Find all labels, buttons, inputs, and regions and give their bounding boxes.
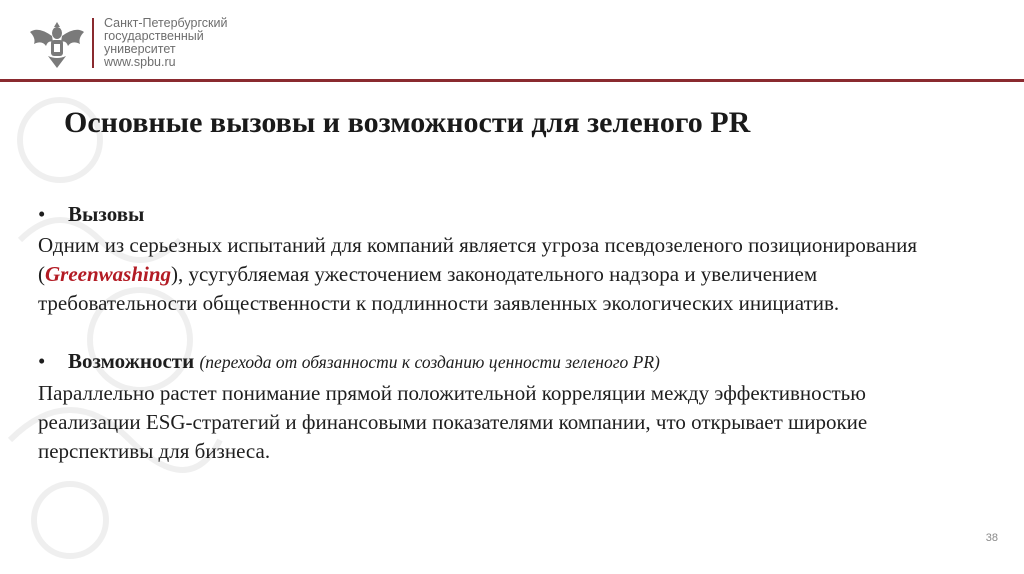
- slide-content: [38, 200, 938, 466]
- challenges-text-part2: ), усугубляемая ужесточением законодательного надзора и увеличением требовательности общественности к подлинности заявленных экологических инициатив.: [38, 262, 840, 315]
- logo-line-3: университет: [104, 42, 176, 56]
- challenges-heading: Вызовы: [68, 202, 145, 226]
- greenwashing-term: Greenwashing: [45, 262, 172, 286]
- bullet-icon: •: [38, 349, 46, 373]
- opportunities-heading: Возможности: [68, 349, 195, 373]
- bullet-icon: •: [38, 202, 46, 226]
- logo-line-1: Санкт-Петербургский: [104, 16, 228, 30]
- logo-separator: [92, 18, 94, 68]
- logo-url: www.spbu.ru: [104, 55, 176, 69]
- challenges-heading-row: [38, 200, 938, 229]
- opportunities-subheading: (перехода от обязанности к созданию ценности зеленого PR): [199, 352, 660, 372]
- page-number: 38: [985, 532, 998, 544]
- university-logo[interactable]: [28, 16, 227, 70]
- challenges-text-part1: Одним из серьезных испытаний для компаний является угроза псевдозеленого позиционирования (: [38, 233, 917, 286]
- logo-text: [104, 17, 227, 69]
- opportunities-heading-row: [38, 347, 938, 377]
- challenges-text: [38, 231, 938, 318]
- eagle-emblem-icon: [28, 16, 86, 70]
- slide-title: Основные вызовы и возможности для зеленого PR: [64, 106, 751, 139]
- logo-line-2: государственный: [104, 29, 204, 43]
- opportunities-text: Параллельно растет понимание прямой положительной корреляции между эффективностью реализации ESG-стратегий и финансовыми показателями компании, что открывает широкие перспективы для бизнеса.: [38, 381, 868, 463]
- header-divider: [0, 79, 1024, 82]
